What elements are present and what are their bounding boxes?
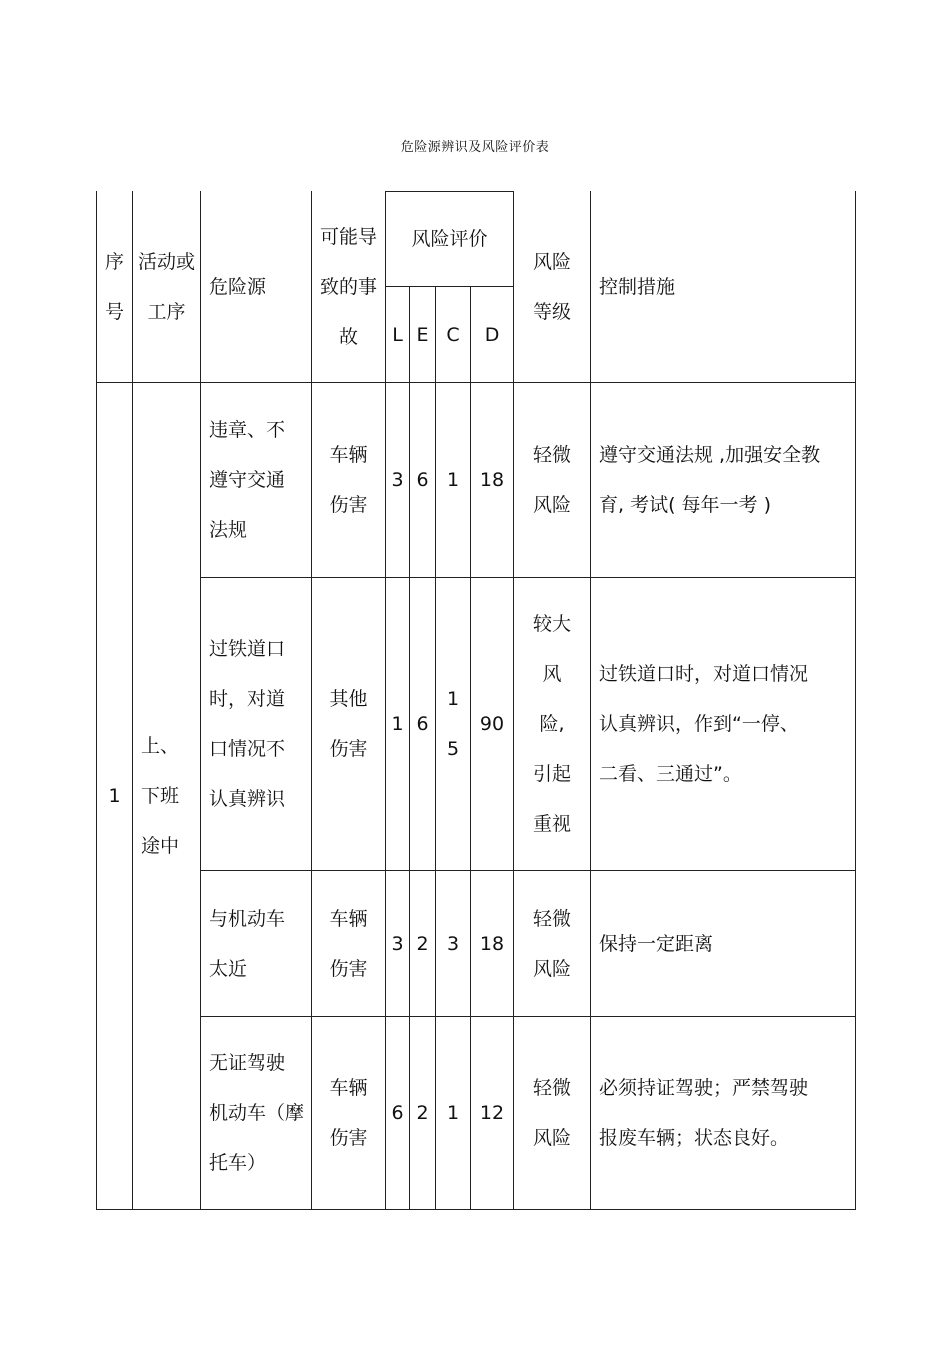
header-C: C (436, 287, 471, 383)
row-E: 6 (410, 578, 436, 871)
table-row (97, 578, 856, 871)
row-hazard: 与机动车 太近 (201, 871, 312, 1017)
row-level: 轻微 风险 (514, 1017, 591, 1210)
header-risk-evaluation: 风险评价 (386, 192, 514, 287)
row-control: 必须持证驾驶；严禁驾驶 报废车辆；状态良好。 (591, 1017, 856, 1210)
row-L: 3 (386, 871, 410, 1017)
row-accident: 车辆 伤害 (312, 871, 386, 1017)
row-level: 较大 风 险, 引起 重视 (514, 578, 591, 871)
header-risk-level: 风险 等级 (514, 192, 591, 383)
row-L: 1 (386, 578, 410, 871)
row-D: 18 (471, 383, 514, 578)
header-accident: 可能导 致的事 故 (312, 192, 386, 383)
row-D: 12 (471, 1017, 514, 1210)
row-C: 1 5 (436, 578, 471, 871)
header-row-1 (97, 192, 856, 287)
row-E: 2 (410, 1017, 436, 1210)
header-seq: 序 号 (97, 192, 133, 383)
header-L: L (386, 287, 410, 383)
row-level: 轻微 风险 (514, 383, 591, 578)
row-C: 1 (436, 383, 471, 578)
row-control: 遵守交通法规 ,加强安全教 育, 考试( 每年一考 ) (591, 383, 856, 578)
row-accident: 车辆 伤害 (312, 1017, 386, 1210)
header-hazard: 危险源 (201, 192, 312, 383)
group-seq: 1 (97, 383, 133, 1210)
row-accident: 其他 伤害 (312, 578, 386, 871)
row-E: 6 (410, 383, 436, 578)
group-activity: 上、 下班 途中 (133, 383, 201, 1210)
row-E: 2 (410, 871, 436, 1017)
row-D: 90 (471, 578, 514, 871)
header-D: D (471, 287, 514, 383)
row-C: 3 (436, 871, 471, 1017)
row-control: 保持一定距离 (591, 871, 856, 1017)
row-L: 6 (386, 1017, 410, 1210)
risk-assessment-table (96, 191, 856, 1210)
row-accident: 车辆 伤害 (312, 383, 386, 578)
table-row (97, 871, 856, 1017)
row-level: 轻微 风险 (514, 871, 591, 1017)
header-control-measures: 控制措施 (591, 192, 856, 383)
row-C: 1 (436, 1017, 471, 1210)
page-title: 危险源辨识及风险评价表 (400, 140, 550, 155)
header-activity: 活动或 工序 (133, 192, 201, 383)
row-hazard: 违章、不 遵守交通 法规 (201, 383, 312, 578)
row-hazard: 无证驾驶 机动车（摩 托车） (201, 1017, 312, 1210)
table-row (97, 1017, 856, 1210)
header-E: E (410, 287, 436, 383)
row-L: 3 (386, 383, 410, 578)
row-hazard: 过铁道口 时，对道 口情况不 认真辨识 (201, 578, 312, 871)
row-control: 过铁道口时，对道口情况 认真辨识，作到“一停、 二看、三通过”。 (591, 578, 856, 871)
table-row (97, 383, 856, 578)
row-D: 18 (471, 871, 514, 1017)
